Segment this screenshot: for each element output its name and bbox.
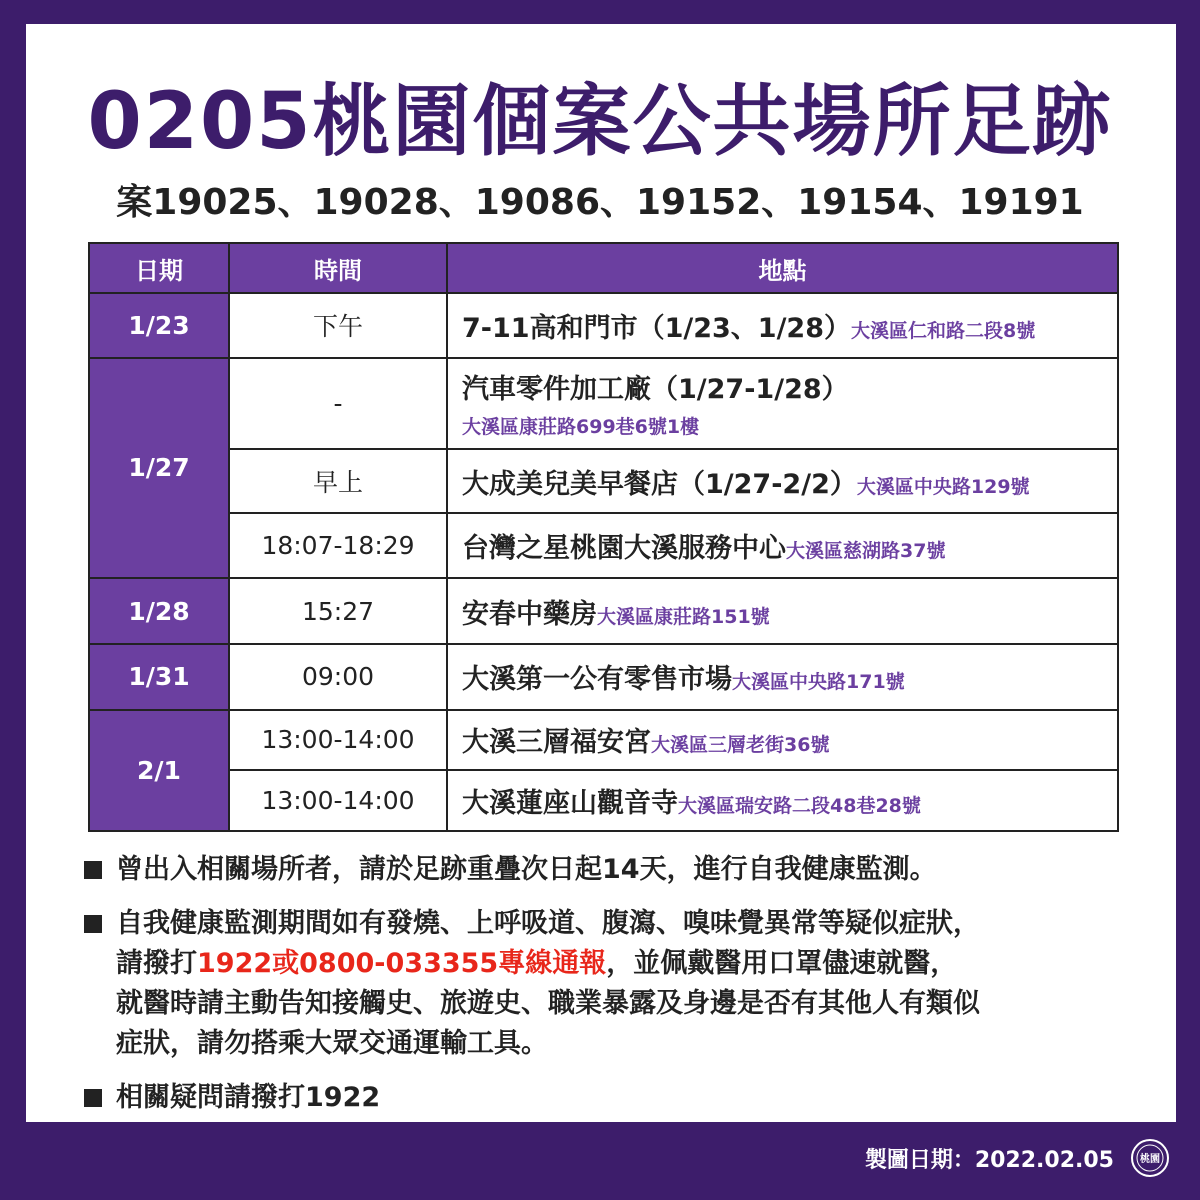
time-cell: 下午 (229, 293, 447, 358)
production-date: 製圖日期：2022.02.05 (864, 1148, 1114, 1173)
note-item (84, 1078, 1154, 1118)
place-name: 大溪三層福安宮 (462, 727, 651, 759)
table-row (89, 770, 1118, 831)
note-text: 就醫時請主動告知接觸史、旅遊史、職業暴露及身邊是否有其他人有類似 (116, 988, 980, 1019)
table-row (89, 358, 1118, 449)
date-cell: 1/31 (89, 644, 229, 710)
footprint-table (88, 242, 1119, 832)
note-item (84, 850, 1154, 890)
place-address: 大溪區仁和路二段8號 (851, 319, 1036, 342)
place-name: 台灣之星桃園大溪服務中心 (462, 533, 786, 565)
note-text: 請撥打 (116, 948, 197, 979)
place-cell (447, 358, 1118, 449)
place-cell (447, 644, 1118, 710)
logo-text: 桃園 (1140, 1154, 1160, 1165)
time-cell: 13:00-14:00 (229, 710, 447, 771)
place-name: 7-11高和門市（1/23、1/28） (462, 312, 852, 344)
page-title: 0205桃園個案公共場所足跡 (87, 77, 1113, 167)
place-name: 汽車零件加工廠（1/27-1/28） (462, 374, 849, 406)
note-text: 相關疑問請撥打1922 (116, 1082, 381, 1113)
place-cell (447, 770, 1118, 831)
place-cell (447, 578, 1118, 644)
table-header-row (89, 243, 1118, 293)
note-item (84, 904, 1154, 1064)
date-cell: 1/27 (89, 358, 229, 578)
place-address: 大溪區中央路129號 (856, 475, 1030, 498)
header-place: 地點 (447, 243, 1118, 293)
note-text: 曾出入相關場所者，請於足跡重疊次日起14天，進行自我健康監測。 (116, 854, 937, 885)
note-text: 症狀，請勿搭乘大眾交通運輸工具。 (116, 1028, 548, 1059)
square-bullet-icon (84, 915, 102, 933)
time-cell: 13:00-14:00 (229, 770, 447, 831)
place-cell (447, 513, 1118, 578)
table-row (89, 644, 1118, 710)
table-row (89, 513, 1118, 578)
place-name: 大溪第一公有零售市場 (462, 664, 732, 696)
time-cell: 15:27 (229, 578, 447, 644)
date-cell: 1/23 (89, 293, 229, 358)
time-cell: 18:07-18:29 (229, 513, 447, 578)
place-address: 大溪區中央路171號 (732, 671, 905, 694)
table-row (89, 710, 1118, 771)
date-cell: 1/28 (89, 578, 229, 644)
table-row (89, 578, 1118, 644)
notes-list (84, 850, 1154, 1132)
table-row (89, 449, 1118, 514)
square-bullet-icon (84, 1089, 102, 1107)
square-bullet-icon (84, 861, 102, 879)
taoyuan-logo-icon (1130, 1138, 1170, 1178)
place-name: 大溪蓮座山觀音寺 (462, 788, 678, 820)
place-cell (447, 449, 1118, 514)
note-text: ，並佩戴醫用口罩儘速就醫， (606, 948, 958, 979)
place-cell (447, 710, 1118, 771)
hotline-highlight: 1922或0800-033355專線通報 (197, 948, 607, 979)
note-text: 自我健康監測期間如有發燒、上呼吸道、腹瀉、嗅味覺異常等疑似症狀， (116, 908, 980, 939)
time-cell: 09:00 (229, 644, 447, 710)
place-name: 大成美兒美早餐店（1/27-2/2） (462, 468, 857, 500)
place-address: 大溪區康莊路699巷6號1樓 (462, 416, 700, 439)
place-address: 大溪區瑞安路二段48巷28號 (678, 795, 921, 818)
case-numbers: 案19025、19028、19086、19152、19154、19191 (116, 182, 1084, 223)
place-address: 大溪區康莊路151號 (597, 605, 770, 628)
place-cell (447, 293, 1118, 358)
time-cell: - (229, 358, 447, 449)
header-time: 時間 (229, 243, 447, 293)
place-name: 安春中藥房 (462, 598, 597, 630)
date-cell: 2/1 (89, 710, 229, 831)
place-address: 大溪區慈湖路37號 (786, 540, 946, 563)
place-address: 大溪區三層老街36號 (651, 734, 830, 757)
time-cell: 早上 (229, 449, 447, 514)
header-date: 日期 (89, 243, 229, 293)
table-row (89, 293, 1118, 358)
